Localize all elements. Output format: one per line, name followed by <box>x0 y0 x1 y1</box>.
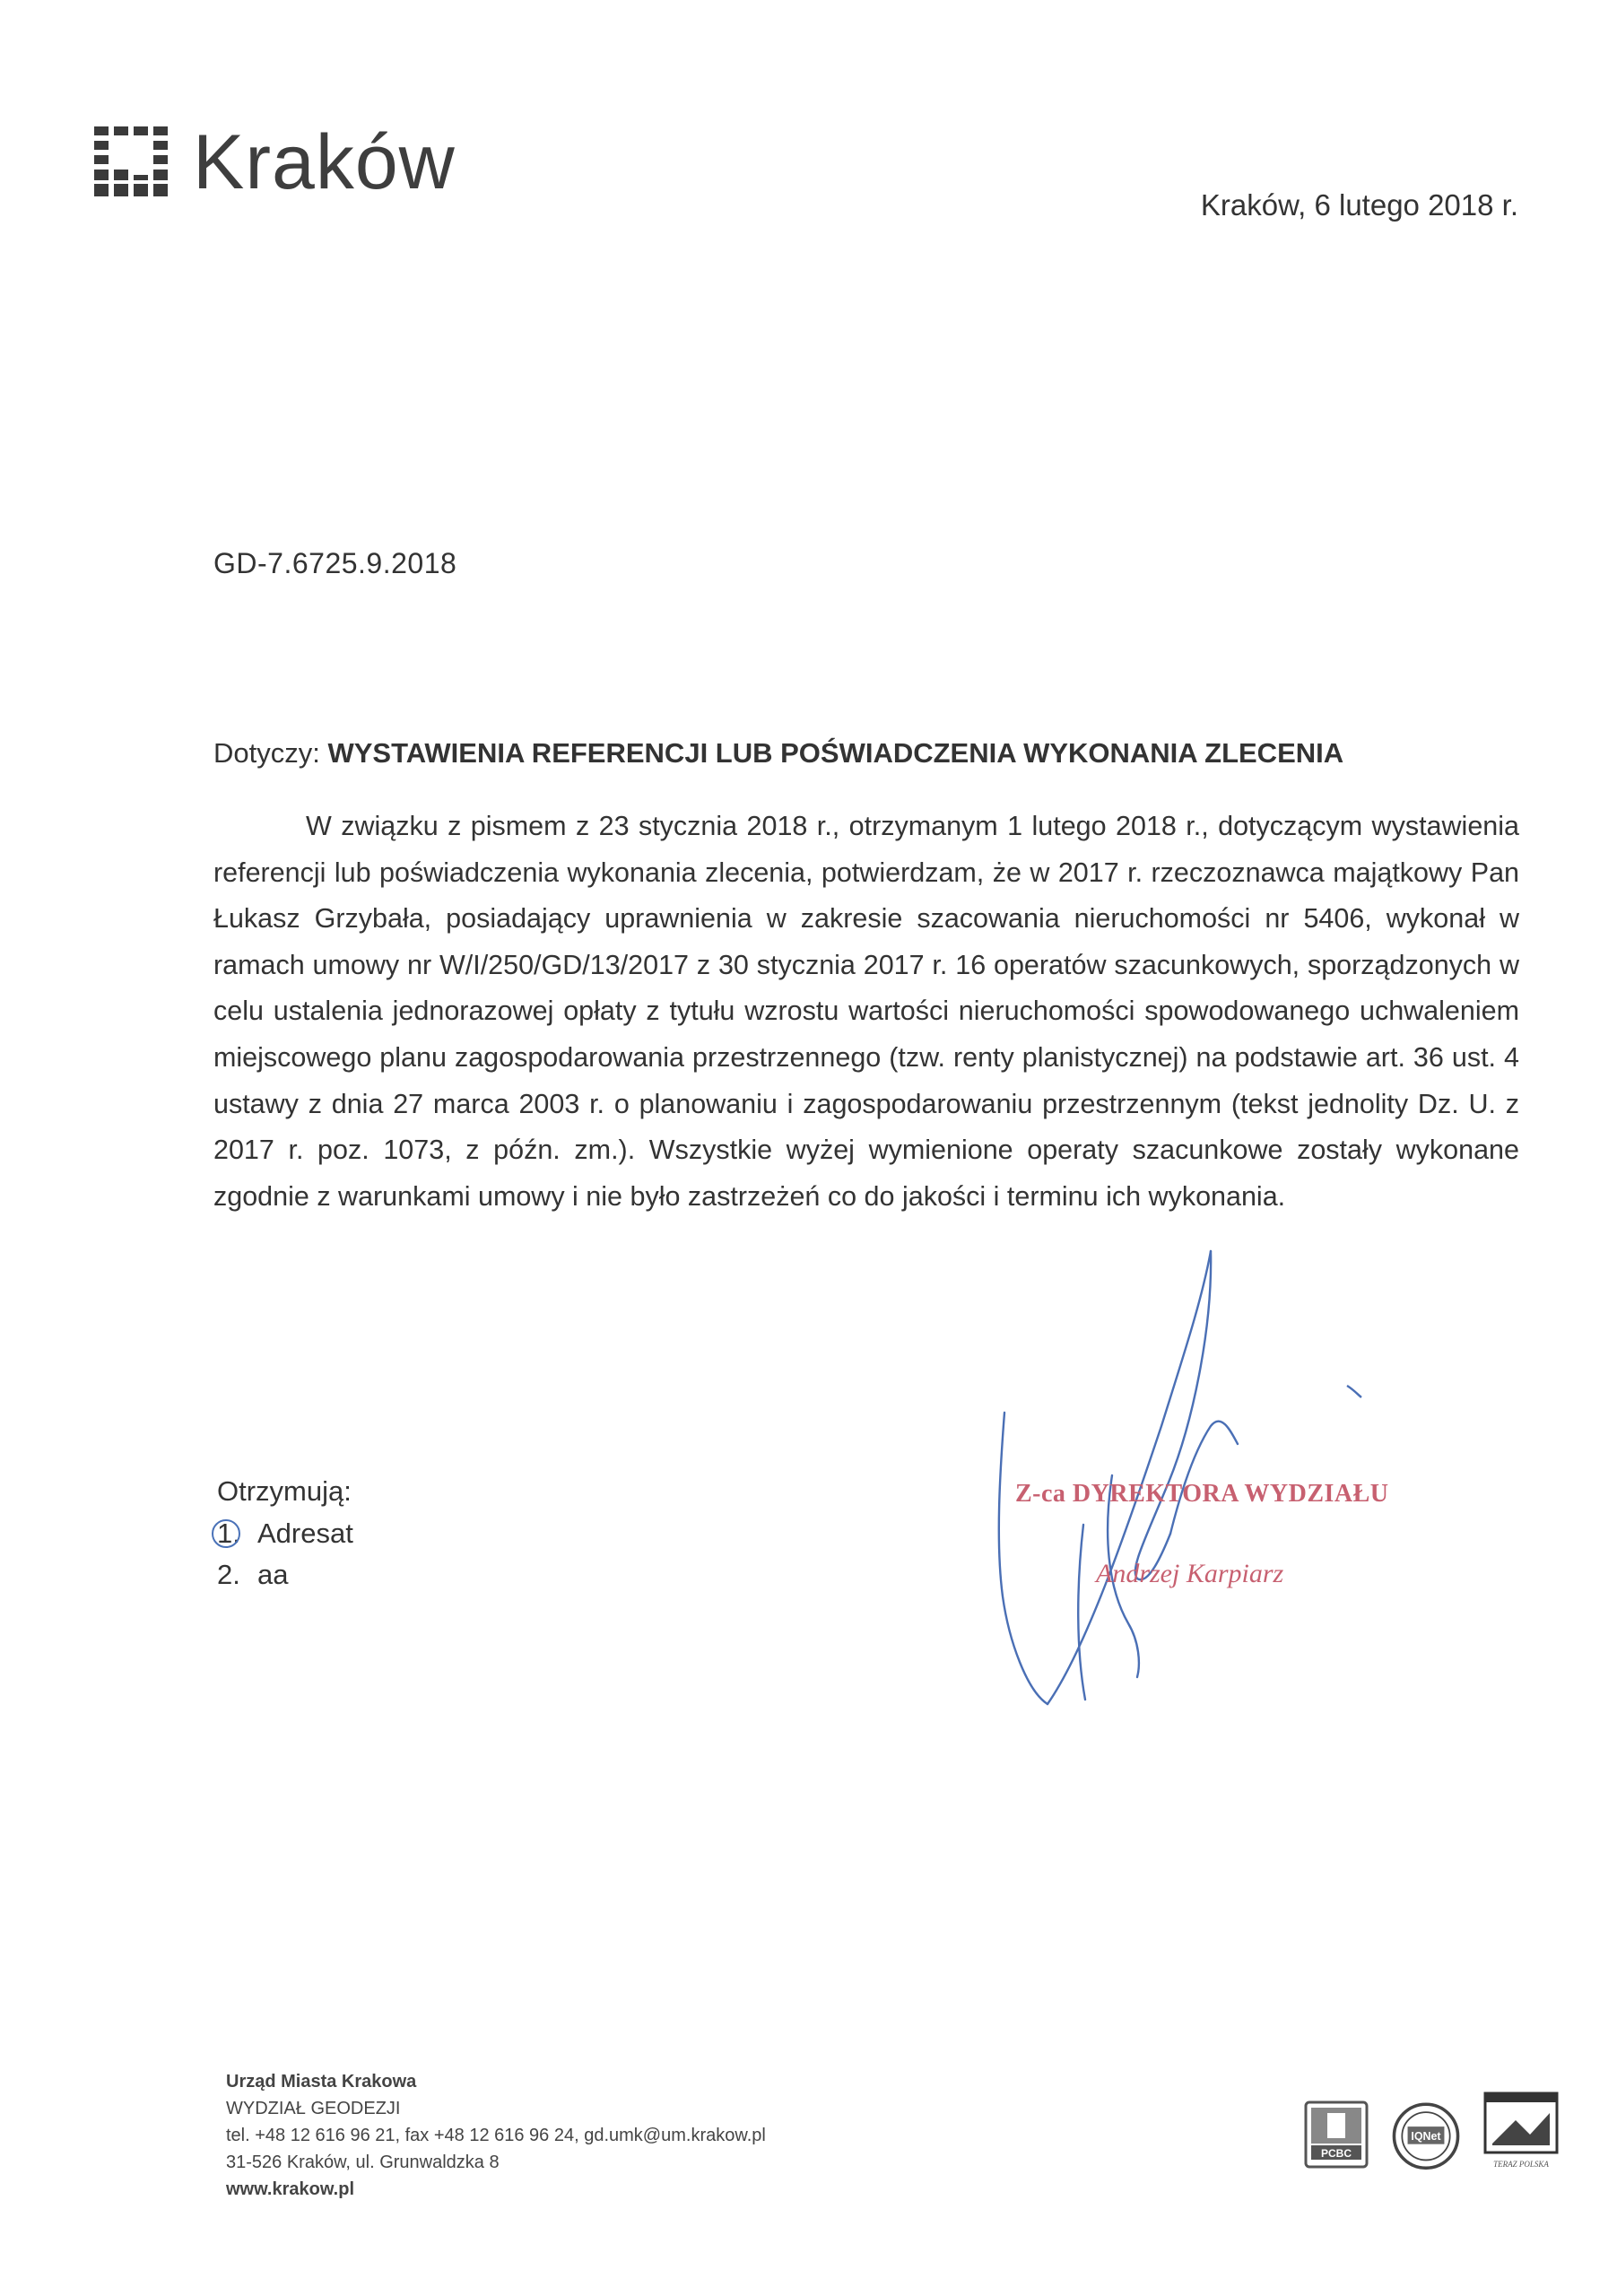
subject-value: WYSTAWIENIA REFERENCJI LUB POŚWIADCZENIA WYKONANIA ZLECENIA <box>327 737 1344 769</box>
list-item <box>217 1554 353 1596</box>
teraz-polska-cert-icon <box>1480 2081 1562 2179</box>
subject-line <box>213 737 1487 770</box>
footer-address: 31-526 Kraków, ul. Grunwaldzka 8 <box>226 2152 500 2172</box>
svg-text:IQNet: IQNet <box>1411 2130 1441 2144</box>
circle-mark-icon <box>212 1519 240 1548</box>
list-item-label: aa <box>257 1559 289 1590</box>
recipients-heading: Otrzymują: <box>217 1475 352 1507</box>
svg-text:TERAZ POLSKA: TERAZ POLSKA <box>1493 2160 1549 2169</box>
footer-dept: WYDZIAŁ GEODEZJI <box>226 2099 401 2118</box>
subject-label: Dotyczy: <box>213 737 320 769</box>
footer-contact <box>226 2068 766 2203</box>
letter-body: W związku z pismem z 23 stycznia 2018 r., otrzymanym 1 lutego 2018 r., dotyczącym wystawienia referencji lub poświadczenia wykonania zlecenia, potwierdzam, że w 2017 r. rzeczoznawca majątkowy Pan Łukasz Grzybała, posiadający uprawnienia w zakresie szacowania nieruchomości nr 5406, wykonał w ramach umowy nr W/I/250/GD/13/2017 z 30 stycznia 2017 r. 16 operatów szacunkowych, sporządzonych w celu ustalenia jednorazowej opłaty z tytułu wzrostu wartości nieruchomości spowodowanego uchwaleniem miejscowego planu zagospodarowania przestrzennego (tzw. renty planistycznej) na podstawie art. 36 ust. 4 ustawy z dnia 27 marca 2003 r. o planowaniu i zagospodarowaniu przestrzennym (tekst jednolity Dz. U. z 2017 r. poz. 1073, z późn. zm.). Wszystkie wyżej wymienione operaty szacunkowe zostały wykonane zgodnie z warunkami umowy i nie było zastrzeżeń co do jakości i terminu ich wykonania. <box>213 811 1519 1212</box>
krakow-logo-icon <box>94 126 173 198</box>
stamp-name: Andrzej Karpiarz <box>1096 1559 1284 1588</box>
logo-wordmark: Kraków <box>193 119 456 205</box>
footer-website-link[interactable]: www.krakow.pl <box>226 2179 354 2199</box>
footer-org: Urząd Miasta Krakowa <box>226 2072 417 2092</box>
letter-date: Kraków, 6 lutego 2018 r. <box>1200 188 1518 222</box>
krakow-logo <box>94 119 456 205</box>
svg-text:PCBC: PCBC <box>1320 2147 1352 2160</box>
recipients-list <box>217 1475 353 1596</box>
stamp-title: Z-ca DYREKTORA WYDZIAŁU <box>1015 1480 1389 1508</box>
list-item-label: Adresat <box>257 1518 353 1549</box>
iqnet-cert-icon <box>1390 2090 1462 2179</box>
list-item-number: 2. <box>217 1559 240 1590</box>
certification-logos <box>1300 2081 1562 2179</box>
pcbc-cert-icon <box>1300 2090 1372 2179</box>
footer-phone: tel. +48 12 616 96 21, fax +48 12 616 96 24, gd.umk@um.krakow.pl <box>226 2126 766 2145</box>
list-item-number: 1. <box>217 1518 257 1550</box>
list-item <box>217 1513 353 1554</box>
reference-number: GD-7.6725.9.2018 <box>213 547 457 579</box>
